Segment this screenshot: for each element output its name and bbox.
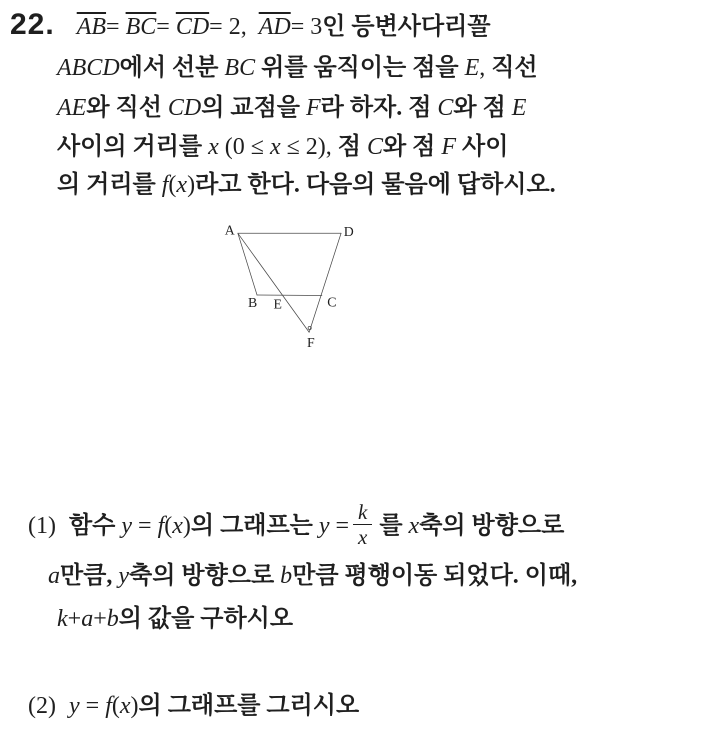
problem-title-math: $\overline{AB}= \overline{BC}= \overline{CD}= 2$, $\overline{AD}= 3$인 등변사다리꼴 <box>76 14 491 40</box>
svg-text:F: F <box>307 335 315 351</box>
side-AB <box>238 233 257 295</box>
part2-line-1 <box>28 690 359 722</box>
part1-line-3: k+a+b의 값을 구하시오 <box>57 606 294 632</box>
problem-text-line-5: 의 거리를 f(x)라고 한다. 다음의 물음에 답하시오. <box>57 172 556 198</box>
part1-marker: (1) <box>28 513 56 539</box>
line-A-E-F <box>238 233 309 332</box>
problem-text-line-2: ABCD에서 선분 BC 위를 움직이는 점을 E, 직선 <box>57 55 538 81</box>
svg-text:B: B <box>247 295 258 311</box>
svg-text:C: C <box>327 294 337 310</box>
problem-number: 22. <box>10 8 55 41</box>
problem-text-line-3: AE와 직선 CD의 교점을 F라 하자. 점 C와 점 E <box>57 95 527 121</box>
svg-text:A: A <box>224 222 235 238</box>
part2-line-math: y = f(x)의 그래프를 그리시오 <box>68 693 360 719</box>
line-D-C-F <box>309 233 341 332</box>
part2-marker: (2) <box>28 693 56 719</box>
part1-line1-math-b: 를 x축의 방향으로 <box>379 513 565 539</box>
trapezoid-diagram <box>190 220 490 470</box>
svg-text:E: E <box>273 296 282 312</box>
problem-text-line-4: 사이의 거리를 x (0 ≤ x ≤ 2), 점 C와 점 F 사이 <box>57 134 509 160</box>
side-BC <box>257 295 322 296</box>
part1-line1-math-a: 함수 y = f(x)의 그래프는 y = <box>68 513 350 539</box>
svg-text:D: D <box>343 223 354 239</box>
part1-line-2: a만큼, y축의 방향으로 b만큼 평행이동 되었다. 이때, <box>48 563 578 589</box>
part1-line-1 <box>28 495 564 557</box>
problem-title-row <box>10 6 491 46</box>
fraction-k-over-x: $\frac{k}{x}$ <box>353 500 372 549</box>
